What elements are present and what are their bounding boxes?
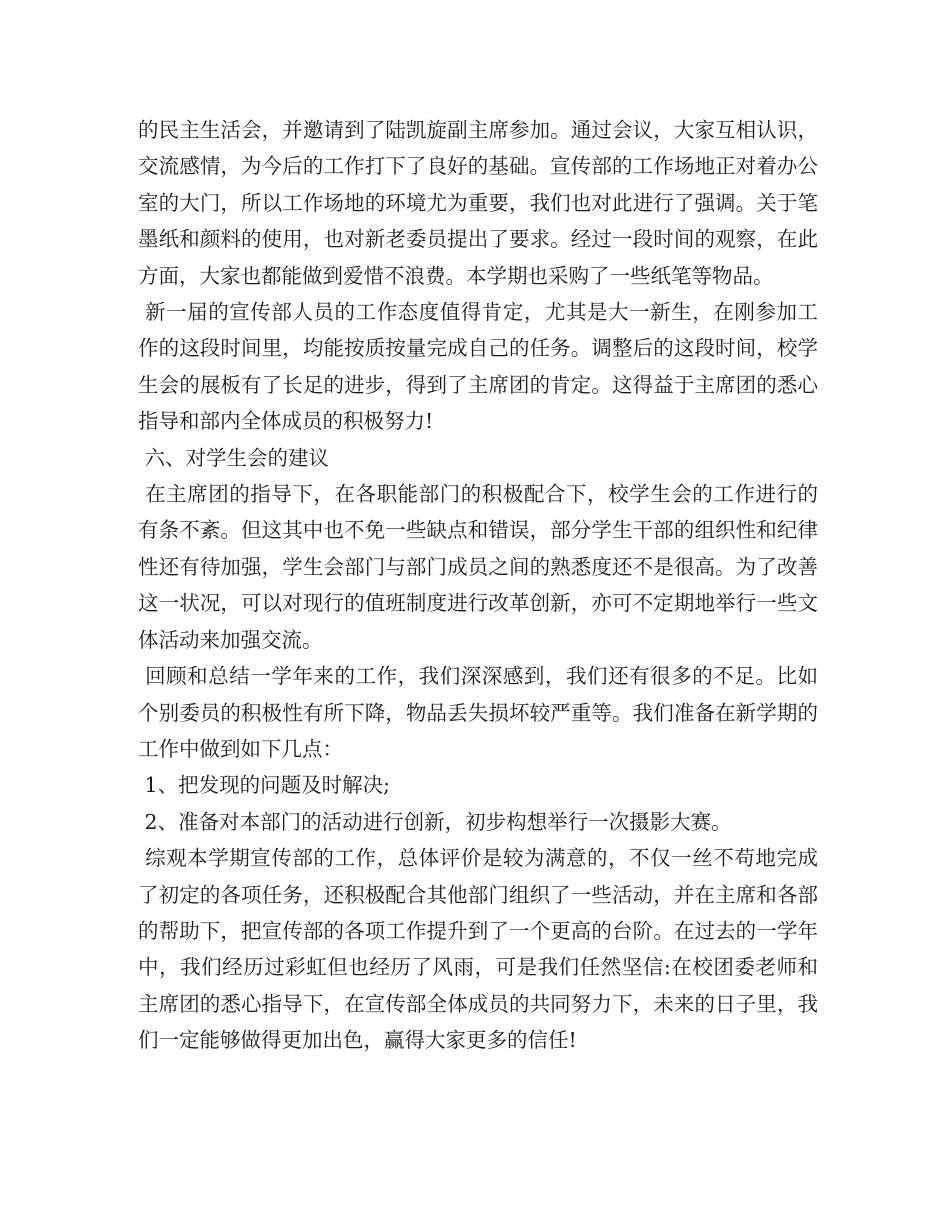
list-item-1: 1、把发现的问题及时解决; bbox=[138, 773, 390, 798]
paragraph-review-shortcomings: 回顾和总结一学年来的工作，我们深深感到，我们还有很多的不足。比如个别委员的积极性有所下降，物品丢失损坏较严重等。我们准备在新学期的工作中做到如下几点： bbox=[138, 664, 818, 761]
paragraph-meeting-and-workspace: 的民主生活会，并邀请到了陆凯旋副主席参加。通过会议，大家互相认识，交流感情，为今后的工作打下了良好的基础。宣传部的工作场地正对着办公室的大门，所以工作场地的环境尤为重要，我们也对此进行了强调。关于笔墨纸和颜料的使用，也对新老委员提出了要求。经过一段时间的观察，在此方面，大家也都能做到爱惜不浪费。本学期也采购了一些纸笔等物品。 bbox=[138, 118, 818, 288]
section-heading-suggestions: 六、对学生会的建议 bbox=[138, 445, 330, 470]
document-body bbox=[138, 112, 818, 1059]
list-item-2: 2、准备对本部门的活动进行创新，初步构想举行一次摄影大赛。 bbox=[138, 809, 732, 834]
paragraph-new-members-attitude: 新一届的宣传部人员的工作态度值得肯定，尤其是大一新生，在刚参加工作的这段时间里，均能按质按量完成自己的任务。调整后的这段时间，校学生会的展板有了长足的进步，得到了主席团的肯定。这得益于主席团的悉心指导和部内全体成员的积极努力! bbox=[138, 300, 818, 434]
paragraph-suggestions: 在主席团的指导下，在各职能部门的积极配合下，校学生会的工作进行的有条不紊。但这其中也不免一些缺点和错误，部分学生干部的组织性和纪律性还有待加强，学生会部门与部门成员之间的熟悉度还不是很高。为了改善这一状况，可以对现行的值班制度进行改革创新，亦可不定期地举行一些文体活动来加强交流。 bbox=[138, 482, 818, 652]
paragraph-conclusion: 综观本学期宣传部的工作，总体评价是较为满意的，不仅一丝不苟地完成了初定的各项任务，还积极配合其他部门组织了一些活动，并在主席和各部的帮助下，把宣传部的各项工作提升到了一个更高的台阶。在过去的一学年中，我们经历过彩虹但也经历了风雨，可是我们任然坚信:在校团委老师和主席团的悉心指导下，在宣传部全体成员的共同努力下，未来的日子里，我们一定能够做得更加出色，赢得大家更多的信任! bbox=[138, 846, 818, 1053]
